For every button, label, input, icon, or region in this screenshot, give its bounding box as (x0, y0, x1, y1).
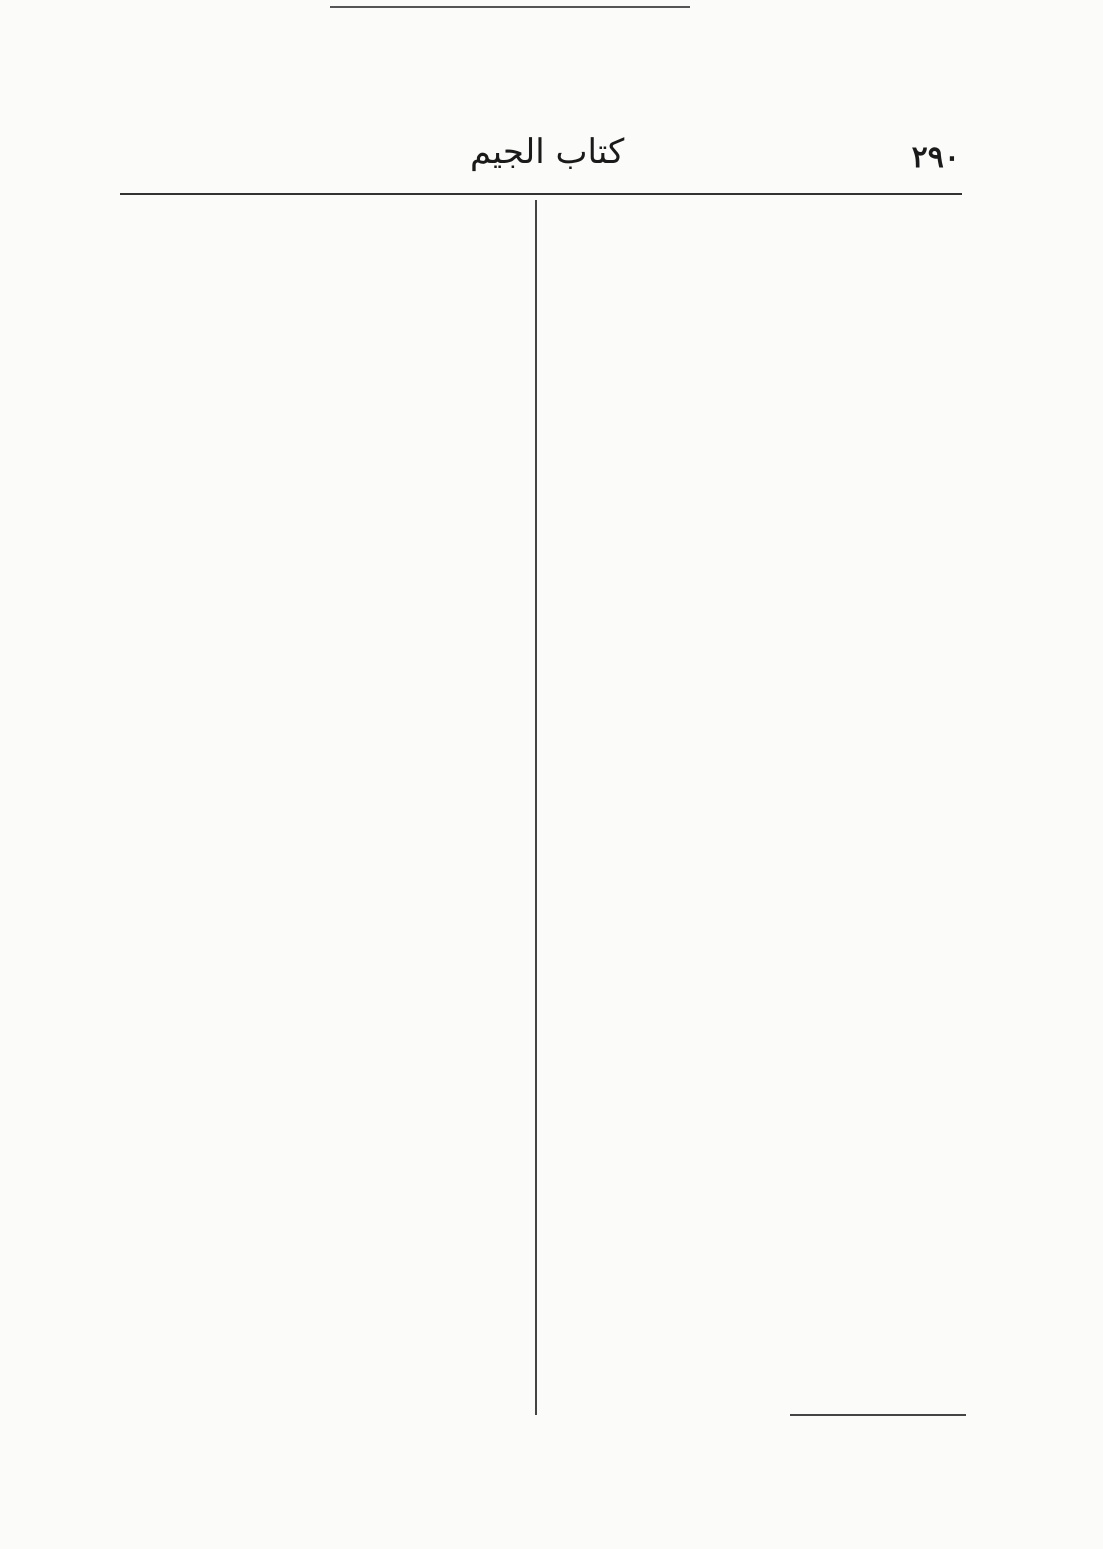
header-rule (120, 193, 962, 195)
column-divider (535, 200, 537, 1415)
top-rule (330, 6, 690, 8)
book-title: كتاب الجيم (470, 132, 625, 172)
page-number: ٢٩٠ (911, 140, 960, 175)
footnote-rule (790, 1414, 966, 1416)
page-header (120, 126, 960, 186)
